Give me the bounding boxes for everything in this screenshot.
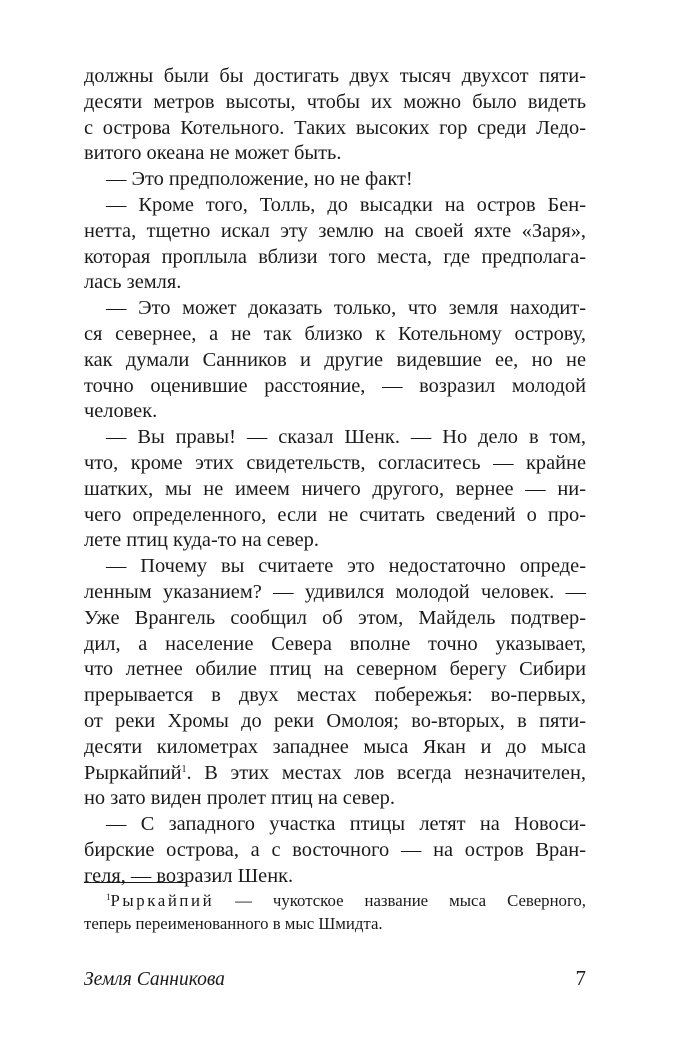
text-line: десяти километрах западнее мыса Якан и до мыса [84,735,586,758]
text-line: с острова Котельного. Таких высоких гор среди Ледо- [84,116,586,139]
text-line: должны были бы достигать двух тысяч двухсот пяти- [84,65,586,87]
text-line: чего определенного, если не считать сведений о про- [84,503,586,526]
text-line: что, кроме этих свидетельств, согласитесь — крайне [84,451,586,474]
footnote-ref-marker[interactable]: 1 [181,763,187,775]
text-line: витого океана не может быть. [84,142,342,165]
text-line: но зато виден пролет птиц на север. [84,787,395,810]
text-line: бирские острова, а с восточного — на остров Вран- [84,838,586,861]
text-line: как думали Санников и другие видевшие ее, но не [84,348,586,371]
footnote-term: Рыркайпий [110,891,215,910]
footnote-ref-rest: . В этих местах лов всегда незначителен, [186,761,586,784]
text-line: — С западного участка птицы летят на Новоси- [106,813,586,836]
text-line: — Почему вы считаете это недостаточно опреде- [106,555,586,578]
text-line: Уже Врангель сообщил об этом, Майдель подтвер- [84,606,586,629]
main-text [84,64,586,890]
text-line: от реки Хромы до реки Омолоя; во-вторых, в пяти- [84,709,586,732]
text-line: которая проплыла вблизи того места, где предполага- [84,245,586,268]
footnote-definition: — чукотское название мыса Северного, [214,891,586,910]
footnote [84,889,586,935]
text-line: нетта, тщетно искал эту землю на своей яхте «Заря», [84,219,586,242]
footnote-line [84,889,586,912]
text-line: десяти метров высоты, чтобы их можно было видеть [84,90,586,113]
text-line: человек. [84,400,158,423]
text-line: — Вы правы! — сказал Шенк. — Но дело в том, [106,426,586,449]
text-line-footnote-ref [84,761,586,787]
text-line: — Кроме того, Толль, до высадки на остров Бен- [106,193,586,216]
text-line: — Это предположение, но не факт! [106,168,413,191]
footnote-line: теперь переименованного в мыс Шмидта. [84,914,383,933]
text-line: шатких, мы не имеем ничего другого, вернее — ни- [84,477,586,500]
text-line: точно оценившие расстояние, — возразил молодой [84,374,586,397]
text-line: лась земля. [84,271,182,294]
text-line: — Это может доказать только, что земля находит- [106,297,586,320]
text-line: лете птиц куда-то на север. [84,529,319,552]
footnote-marker: 1 [106,892,111,902]
running-title: Земля Санникова [84,969,225,990]
text-line: что летнее обилие птиц на северном берегу Сибири [84,658,586,681]
page-number: 7 [575,966,586,990]
text-line: прерывается в двух местах побережья: во-первых, [84,684,586,707]
footnote-divider [84,882,186,883]
text-line: ся севернее, а не так близко к Котельному острову, [84,322,586,345]
text-line: геля, — возразил Шенк. [84,864,294,887]
text-line: дил, а население Севера вполне точно указывает, [84,632,586,655]
footnote-ref-word: Рыркайпий [84,761,182,784]
text-line: ленным указанием? — удивился молодой человек. — [84,580,586,603]
